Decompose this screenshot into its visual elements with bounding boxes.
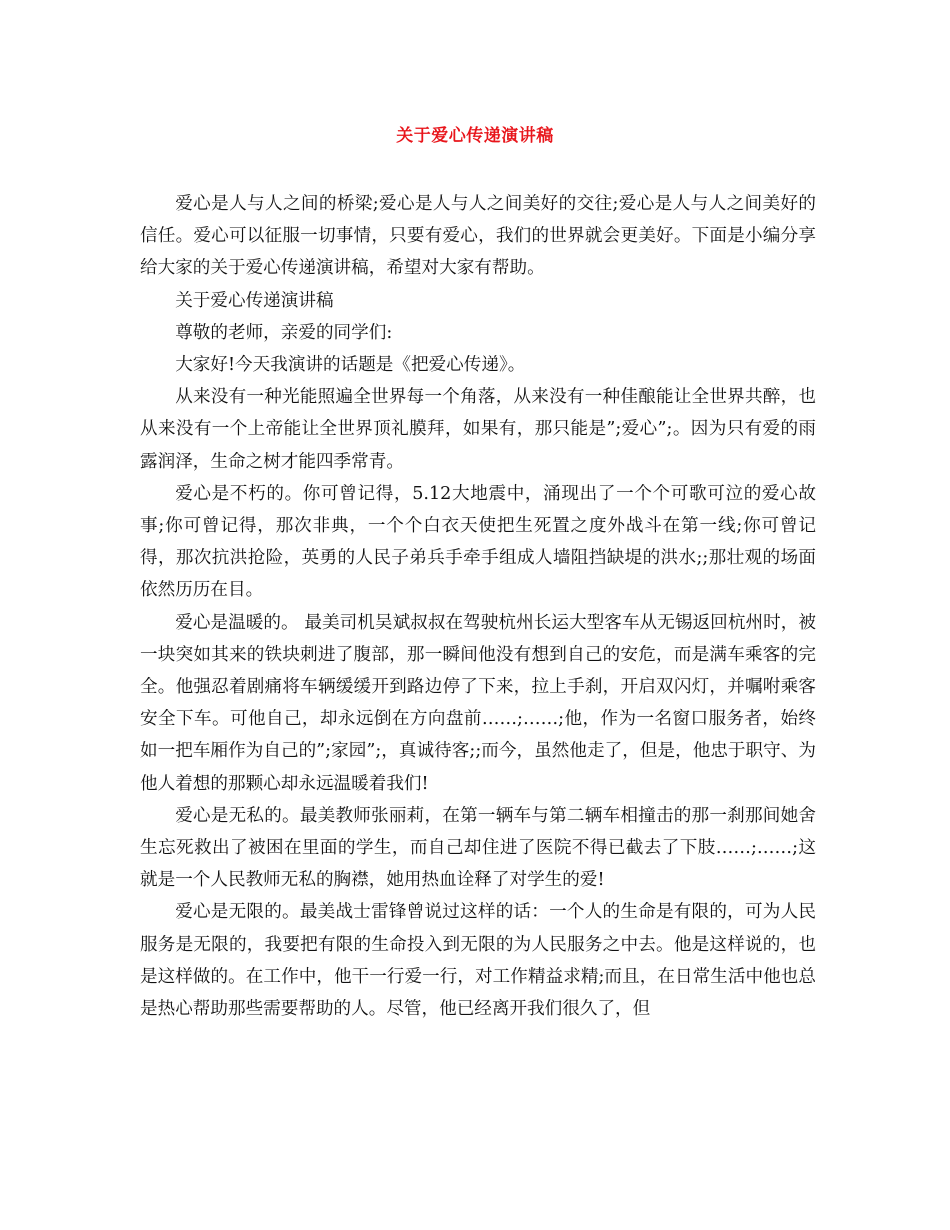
paragraph-subtitle: 关于爱心传递演讲稿 [175,290,334,311]
paragraph-love-infinite: 爱心是无限的。最美战士雷锋曾说过这样的话：一个人的生命是有限的，可为人民服务是无限的，我要把有限的生命投入到无限的为人民服务之中去。他是这样说的，也是这样做的。在工作中，他干一行爱一行，对工作精益求精;而且，在日常生活中他也总是热心帮助那些需要帮助的人。尽管，他已经离开我们很久了，但 [140,902,816,1020]
paragraph-intro: 爱心是人与人之间的桥梁;爱心是人与人之间美好的交往;爱心是人与人之间美好的信任。爱心可以征服一切事情，只要有爱心，我们的世界就会更美好。下面是小编分享给大家的关于爱心传递演讲稿，希望对大家有帮助。 [140,194,816,279]
document-title: 关于爱心传递演讲稿 [396,126,554,146]
paragraph-love-immortal: 爱心是不朽的。你可曾记得，5.12大地震中，涌现出了一个个可歌可泣的爱心故事;你可曾记得，那次非典，一个个白衣天使把生死置之度外战斗在第一线;你可曾记得，那次抗洪抢险，英勇的人民子弟兵手牵手组成人墙阻挡缺堤的洪水;;那壮观的场面依然历历在目。 [140,483,816,601]
paragraph-love-light: 从来没有一种光能照遍全世界每一个角落，从来没有一种佳酿能让全世界共醉，也从来没有一个上帝能让全世界顶礼膜拜，如果有，那只能是”;爱心”;。因为只有爱的雨露润泽，生命之树才能四季常青。 [140,387,816,472]
paragraph-love-selfless: 爱心是无私的。最美教师张丽莉，在第一辆车与第二辆车相撞击的那一刹那间她舍生忘死救出了被困在里面的学生，而自己却住进了医院不得已截去了下肢……;……;这就是一个人民教师无私的胸襟，她用热血诠释了对学生的爱! [140,805,816,891]
document-body [140,188,816,1025]
paragraph-salutation: 尊敬的老师，亲爱的同学们: [175,322,393,343]
paragraph-love-warm: 爱心是温暖的。 最美司机吴斌叔叔在驾驶杭州长运大型客车从无锡返回杭州时，被一块突如其来的铁块刺进了腹部，那一瞬间他没有想到自己的安危，而是满车乘客的完全。他强忍着剧痛将车辆缓缓开到路边停了下来，拉上手刹，开启双闪灯，并嘱咐乘客安全下车。可他自己，却永远倒在方向盘前……;……;他，作为一名窗口服务者，始终如一把车厢作为自己的”;家园”;，真诚待客;;而今，虽然他走了，但是，他忠于职守、为他人着想的那颗心却永远温暖着我们! [140,612,816,794]
paragraph-greeting: 大家好!今天我演讲的话题是《把爱心传递》。 [175,355,526,376]
